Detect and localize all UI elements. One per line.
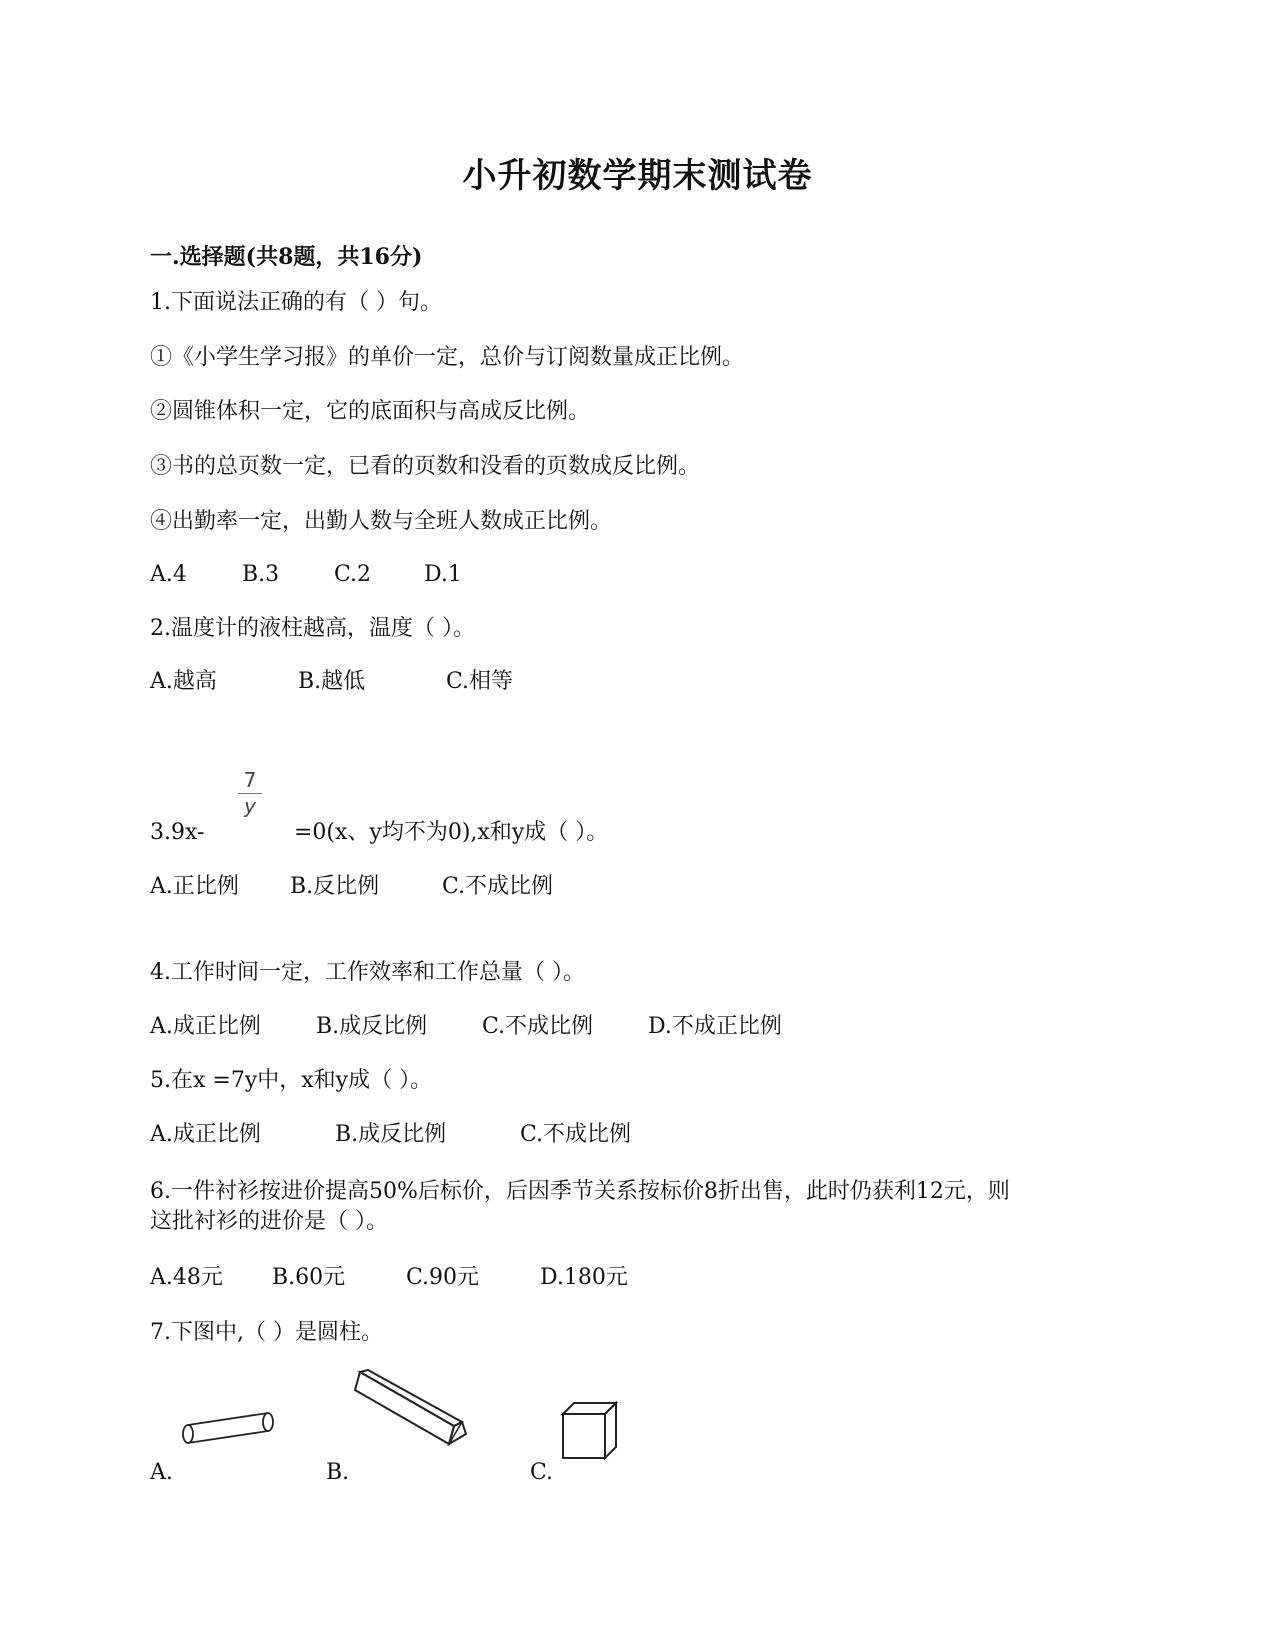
q5-option-c: C.不成比例	[520, 1122, 632, 1147]
q4-option-a: A.成正比例	[150, 1014, 261, 1039]
q7-option-b-label: B.	[326, 1460, 350, 1485]
q3-fraction-numerator: 7	[238, 768, 262, 794]
triangular-prism-figure	[352, 1368, 477, 1458]
q3-stem-right: =0(x、y均不为0),x和y成（ ）。	[294, 820, 609, 845]
q3-fraction	[238, 768, 262, 818]
q1-item-2: ②圆锥体积一定，它的底面积与高成反比例。	[150, 399, 591, 424]
q2-options	[150, 667, 513, 697]
q5-options	[150, 1120, 631, 1150]
q5-option-a: A.成正比例	[150, 1122, 261, 1147]
q1-option-d: D.1	[424, 562, 462, 587]
q3-option-c: C.不成比例	[442, 874, 554, 899]
q3-stem	[150, 818, 608, 848]
q3-fraction-denominator: y	[244, 794, 256, 818]
q6-option-c: C.90元	[406, 1265, 480, 1290]
q3-option-a: A.正比例	[150, 874, 239, 899]
q3-options	[150, 872, 553, 902]
q1-stem: 1.下面说法正确的有（ ）句。	[150, 290, 442, 315]
q6-stem-line-2: 这批衬衫的进价是（ ）。	[150, 1209, 388, 1234]
q5-stem: 5.在x =7y中，x和y成（ ）。	[150, 1068, 433, 1093]
q4-options	[150, 1012, 782, 1042]
q1-option-b: B.3	[242, 562, 280, 587]
q6-option-b: B.60元	[272, 1265, 346, 1290]
q2-option-a: A.越高	[150, 669, 217, 694]
q1-option-c: C.2	[334, 562, 372, 587]
q3-stem-left: 3.9x-	[150, 820, 205, 845]
cylinder-figure	[180, 1408, 280, 1448]
q1-options	[150, 560, 462, 590]
page-title: 小升初数学期末测试卷	[462, 156, 813, 196]
section-heading: 一.选择题(共8题，共16分)	[150, 244, 423, 270]
q2-option-b: B.越低	[298, 669, 366, 694]
q7-option-a-label: A.	[150, 1460, 173, 1485]
q4-option-d: D.不成正比例	[648, 1014, 782, 1039]
q1-item-4: ④出勤率一定，出勤人数与全班人数成正比例。	[150, 509, 613, 534]
q4-option-c: C.不成比例	[482, 1014, 594, 1039]
q5-option-b: B.成反比例	[335, 1122, 447, 1147]
q1-option-a: A.4	[150, 562, 187, 587]
q3-option-b: B.反比例	[290, 874, 380, 899]
q6-stem-line-1: 6.一件衬衫按进价提高50%后标价，后因季节关系按标价8折出售，此时仍获利12元，则	[150, 1179, 1010, 1204]
q7-stem: 7.下图中,（ ）是圆柱。	[150, 1320, 383, 1345]
q2-stem: 2.温度计的液柱越高，温度（ ）。	[150, 616, 475, 641]
q4-option-b: B.成反比例	[316, 1014, 428, 1039]
q1-item-1: ①《小学生学习报》的单价一定，总价与订阅数量成正比例。	[150, 345, 745, 370]
q6-options	[150, 1263, 628, 1293]
q7-option-c-label: C.	[530, 1460, 554, 1485]
q6-option-a: A.48元	[150, 1265, 223, 1290]
q2-option-c: C.相等	[446, 669, 514, 694]
q1-item-3: ③书的总页数一定，已看的页数和没看的页数成反比例。	[150, 454, 701, 479]
cube-figure	[560, 1400, 625, 1465]
q6-option-d: D.180元	[540, 1265, 628, 1290]
q4-stem: 4.工作时间一定，工作效率和工作总量（ ）。	[150, 960, 585, 985]
